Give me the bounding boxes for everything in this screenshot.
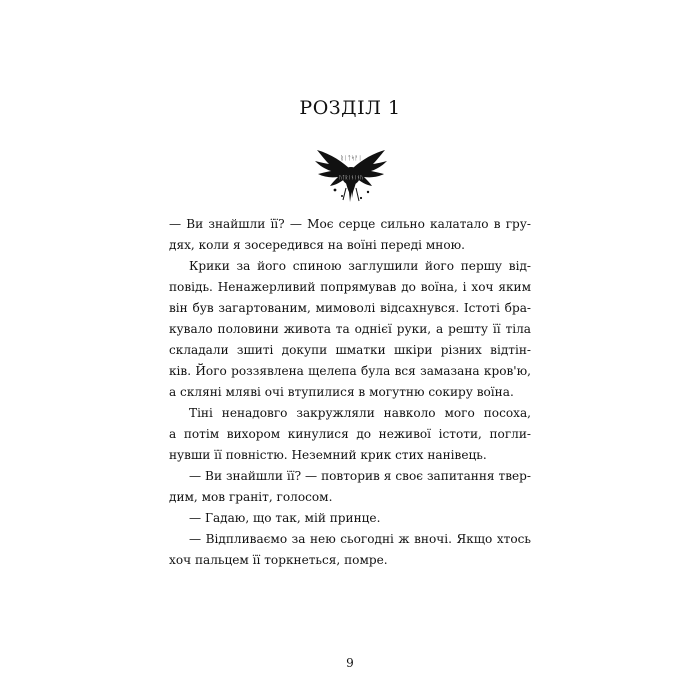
text-line: а потім вихором кинулися до неживої істоти, погли- <box>169 427 531 441</box>
text-line: Тіні ненадовго закружляли навколо мого посоха, <box>189 406 531 420</box>
paragraph <box>169 508 531 529</box>
winged-emblem-icon <box>313 140 389 206</box>
chapter-title: РОЗДІЛ 1 <box>299 97 401 119</box>
paragraph <box>169 529 531 571</box>
text-line: повідь. Ненажерливий попрямував до воїна, і хоч яким <box>169 280 531 294</box>
paragraph <box>169 256 531 403</box>
emblem-upper-runes: ᚱᛁᛏᛋᚨᛁ <box>340 155 362 162</box>
page-number: 9 <box>346 656 354 670</box>
text-line: — Відпливаємо за нею сьогодні ж вночі. Якщо хтось <box>189 532 531 546</box>
text-line: кувало половини живота та однієї руки, а решту її тіла <box>169 322 531 336</box>
emblem-lower-runes: ᚢᛏᚱᛁᚾᛁᚾᚢ <box>338 175 364 181</box>
paragraph <box>169 403 531 466</box>
text-line: ків. Його роззявлена щелепа була вся замазана кров'ю, <box>169 364 531 378</box>
text-line: — Ви знайшли її? — повторив я своє запитання твер- <box>189 469 531 483</box>
text-line: він був загартованим, мимоволі відсахнувся. Істоті бра- <box>169 301 531 315</box>
text-line: а скляні мляві очі втупилися в могутню сокиру воїна. <box>169 385 514 399</box>
text-line: Крики за його спиною заглушили його першу від- <box>189 259 531 273</box>
paragraph <box>169 214 531 256</box>
text-line: — Ви знайшли її? — Моє серце сильно калатало в гру- <box>169 217 531 231</box>
text-line: — Гадаю, що так, мій принце. <box>189 511 381 525</box>
text-line: складали зшиті докупи шматки шкіри різних відтін- <box>169 343 531 357</box>
paragraph <box>169 466 531 508</box>
text-line: дях, коли я зосередився на воїні переді мною. <box>169 238 465 252</box>
text-line: дим, мов граніт, голосом. <box>169 490 333 504</box>
text-line: хоч пальцем її торкнеться, помре. <box>169 553 388 567</box>
text-line: нувши її повністю. Неземний крик стих нанівець. <box>169 448 487 462</box>
chapter-body <box>169 214 531 571</box>
